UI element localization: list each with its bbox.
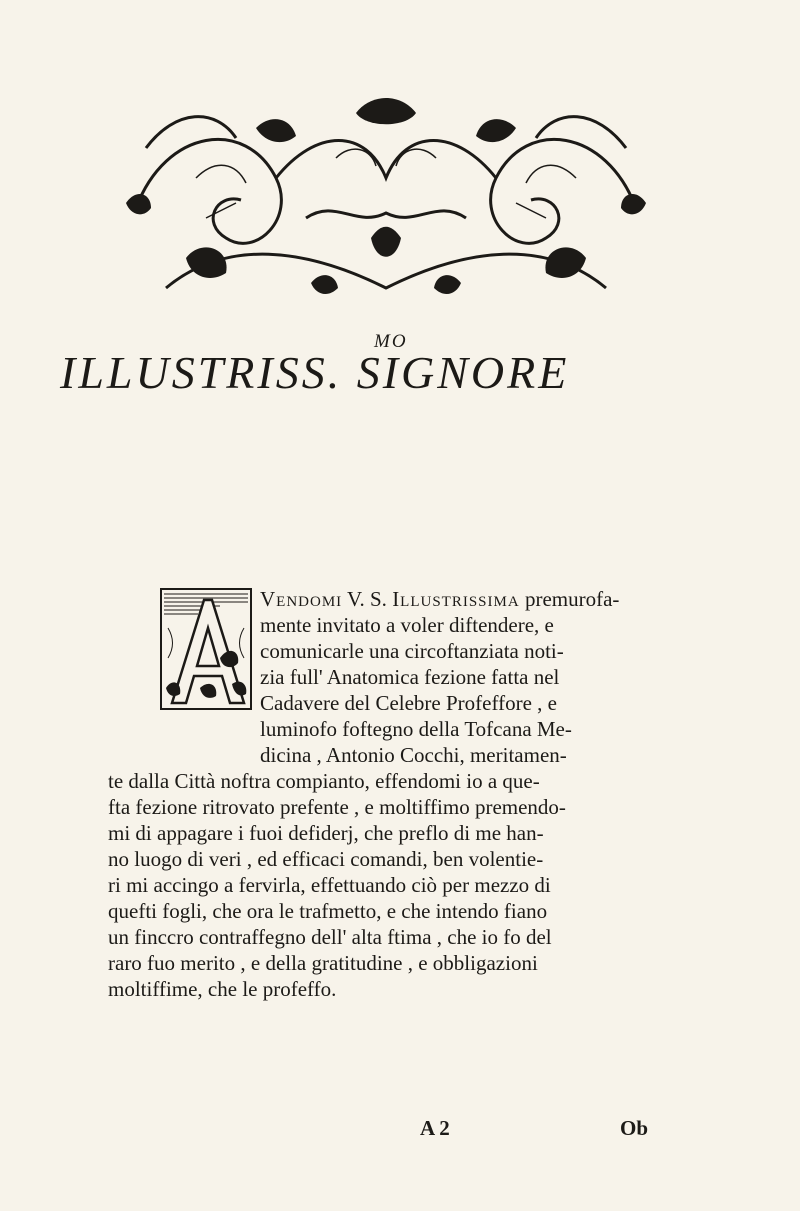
body-line: luminofo foftegno della Tofcana Me- [260, 717, 572, 741]
catchword: Ob [620, 1116, 649, 1140]
signature-mark: A 2 [420, 1116, 450, 1140]
body-line: fta fezione ritrovato prefente , e moltiffimo premendo- [108, 795, 566, 819]
body-line: ri mi accingo a fervirla, effettuando ciò per mezzo di [108, 873, 551, 897]
body-line: raro fuo merito , e della gratitudine , e obbligazioni [108, 951, 538, 975]
body-line: quefti fogli, che ora le trafmetto, e che intendo fiano [108, 899, 548, 923]
opening-line-end: premurofa- [524, 587, 620, 611]
opening-abbrev: V. S. [347, 587, 387, 611]
body-line: mente invitato a voler diftendere, e [260, 613, 554, 637]
body-line [260, 586, 619, 612]
body-line: moltiffime, che le profeffo. [108, 977, 337, 1001]
address-word: Illustrissima [392, 587, 520, 611]
body-line: Cadavere del Celebre Profeffore , e [260, 691, 557, 715]
body-line: te dalla Città noftra compianto, effendomi io a que- [108, 769, 540, 793]
opening-word: Vendomi [260, 587, 343, 611]
foliate-headpiece-ornament [106, 88, 666, 320]
body-line: comunicarle una circoftanziata noti- [260, 639, 564, 663]
body-line: zia full' Anatomica fezione fatta nel [260, 665, 560, 689]
decorated-initial-a [160, 588, 252, 710]
title-superscript: MO [374, 331, 408, 352]
page-title: ILLUSTRISS. SIGNORE [60, 347, 570, 398]
body-line: mi di appagare i fuoi defiderj, che preflo di me han- [108, 821, 544, 845]
page-footer [0, 1116, 800, 1146]
body-line: dicina , Antonio Cocchi, meritamen- [260, 743, 567, 767]
body-line: no luogo di veri , ed efficaci comandi, ben volentie- [108, 847, 544, 871]
body-line: un finccro contraffegno dell' alta ftima , che io fo del [108, 925, 552, 949]
